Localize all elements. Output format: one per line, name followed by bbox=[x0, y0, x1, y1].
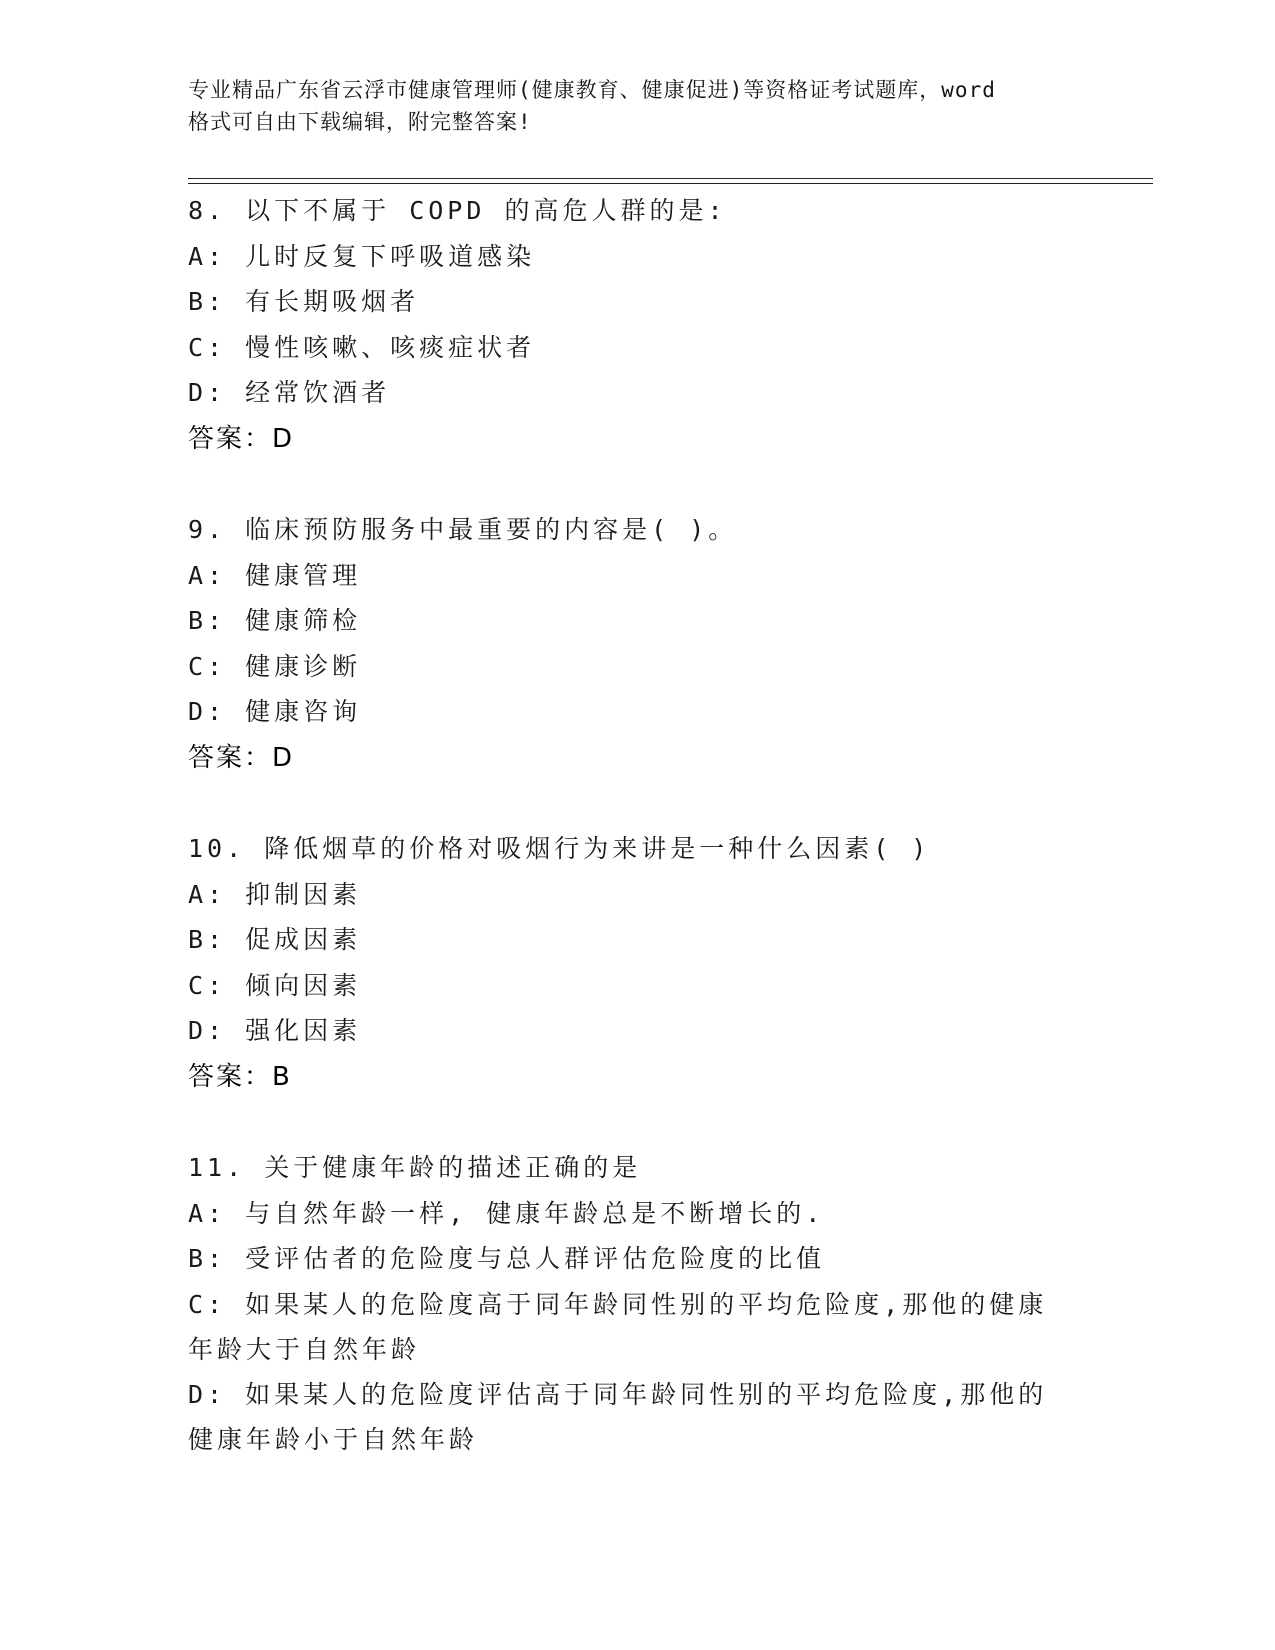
header-line-2: 格式可自由下载编辑，附完整答案! bbox=[188, 110, 532, 134]
option-c: C: 慢性咳嗽、咳痰症状者 bbox=[188, 332, 536, 362]
question-stem: 8. 以下不属于 COPD 的高危人群的是: bbox=[188, 196, 727, 225]
question-11 bbox=[188, 1153, 1068, 1470]
option-b: B: 受评估者的危险度与总人群评估危险度的比值 bbox=[188, 1244, 826, 1273]
answer: 答案：D bbox=[188, 423, 295, 454]
option-c: C: 倾向因素 bbox=[188, 970, 362, 1000]
document-header bbox=[188, 74, 1088, 138]
option-b: B: 健康筛检 bbox=[188, 606, 362, 635]
option-a: A: 与自然年龄一样, 健康年龄总是不断增长的. bbox=[188, 1198, 825, 1228]
answer: 答案：D bbox=[188, 742, 295, 773]
question-stem: 9. 临床预防服务中最重要的内容是( )。 bbox=[188, 515, 738, 544]
question-8 bbox=[188, 196, 1068, 454]
header-line-1: 专业精品广东省云浮市健康管理师(健康教育、健康促进)等资格证考试题库，word bbox=[188, 78, 996, 102]
answer: 答案：B bbox=[188, 1061, 292, 1092]
option-a: A: 抑制因素 bbox=[188, 879, 362, 909]
option-c: C: 健康诊断 bbox=[188, 651, 362, 681]
option-a: A: 健康管理 bbox=[188, 560, 362, 590]
option-d: D: 如果某人的危险度评估高于同年龄同性别的平均危险度,那他的健康年龄小于自然年龄 bbox=[188, 1379, 1048, 1454]
question-stem: 10. 降低烟草的价格对吸烟行为来讲是一种什么因素( ) bbox=[188, 834, 931, 863]
option-d: D: 健康咨询 bbox=[188, 697, 362, 726]
header-divider-bottom bbox=[188, 183, 1153, 184]
option-d: D: 经常饮酒者 bbox=[188, 378, 391, 407]
question-9 bbox=[188, 515, 1068, 773]
option-d: D: 强化因素 bbox=[188, 1016, 362, 1045]
question-10 bbox=[188, 834, 1068, 1092]
option-a: A: 儿时反复下呼吸道感染 bbox=[188, 241, 536, 271]
header-divider-top bbox=[188, 178, 1153, 179]
question-stem: 11. 关于健康年龄的描述正确的是 bbox=[188, 1153, 642, 1182]
option-b: B: 有长期吸烟者 bbox=[188, 287, 420, 316]
option-c: C: 如果某人的危险度高于同年龄同性别的平均危险度,那他的健康年龄大于自然年龄 bbox=[188, 1289, 1048, 1364]
option-b: B: 促成因素 bbox=[188, 925, 362, 954]
